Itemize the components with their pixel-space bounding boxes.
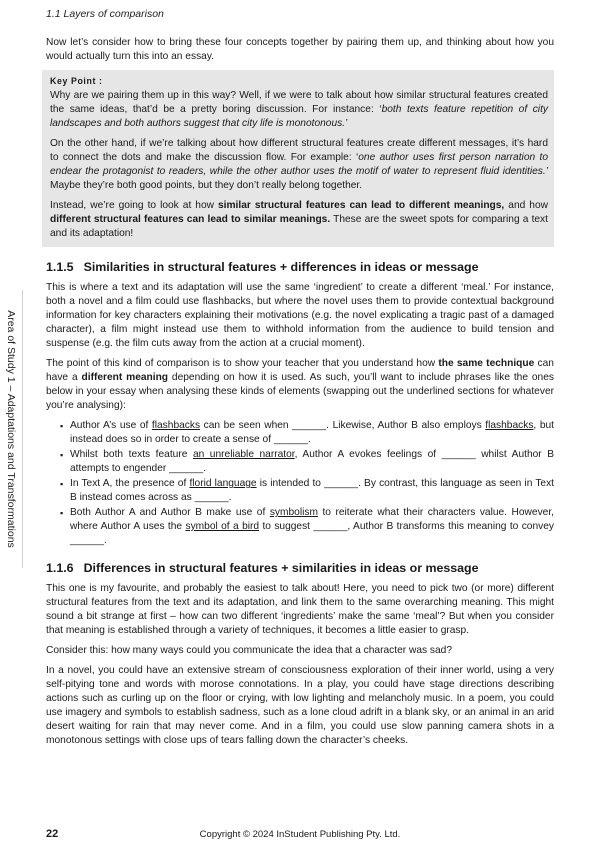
example-phrases-list xyxy=(46,419,554,548)
section-heading-116 xyxy=(46,560,554,576)
section-116-paragraph-3: In a novel, you could have an extensive stream of consciousness exploration of their inner world, using a very self-pitying tone and words with morose connotations. In a play, you could have stage directions describing actions such as curling up on the floor or crying, with low lighting and melancholy music. In a poem, you could use imagery and symbols to establish sadness, such as a lone cloud adrift in a blank sky, or an animal in an arid desert waiting for rain that may never come. And in a film, you could use slow panning camera shots in a monotonous settings with close ups of tears falling down the character’s cheeks. xyxy=(46,665,554,746)
list-item: ▪ In Text A, the presence of florid language is intended to ______. By contrast, this language as seen in Text B instead comes across as ______. xyxy=(60,477,554,505)
running-header: 1.1 Layers of comparison xyxy=(46,8,164,20)
key-point-paragraph-2: On the other hand, if we’re talking about how different structural features create different messages, it’s hard to connect the dots and make the discussion flow. For example: ‘one author uses first person narration to endear the protagonist to readers, while the other author uses the motif of water to represent fluid identities.’ Maybe they’re both good points, but they don’t really belong together. xyxy=(50,138,548,191)
side-tab xyxy=(0,290,23,568)
section-116-paragraph-2: Consider this: how many ways could you communicate the idea that a character was sad? xyxy=(46,645,453,656)
intro-paragraph: Now let’s consider how to bring these four concepts together by pairing them up, and thinking about how you would actually turn this into an essay. xyxy=(46,37,554,62)
section-title: Differences in structural features + similarities in ideas or message xyxy=(83,561,479,575)
list-item: ▪ Author A’s use of flashbacks can be seen when ______. Likewise, Author B also employs flashbacks, but instead does so in order to create a sense of ______. xyxy=(60,419,554,447)
section-number: 1.1.6 xyxy=(46,561,74,575)
side-tab-label: Area of Study 1 – Adaptations and Transformations xyxy=(5,310,17,548)
key-point-title: Key Point : xyxy=(50,76,103,86)
page-number: 22 xyxy=(46,828,59,840)
key-point-paragraph-3: Instead, we’re going to look at how similar structural features can lead to different meanings, and how different structural features can lead to similar meanings. These are the sweet spots for comparing a text and its adaptation! xyxy=(50,200,548,239)
page-content xyxy=(46,36,554,754)
section-number: 1.1.5 xyxy=(46,260,74,274)
key-point-paragraph-1: Why are we pairing them up in this way? Well, if we were to talk about how similar structural features created the same ideas, that’d be a pretty boring discussion. For instance: ‘both texts feature repetition of city landscapes and both authors suggest that city life is monotonous.’ xyxy=(50,90,548,129)
section-115-paragraph-2: The point of this kind of comparison is to show your teacher that you understand how the same technique can have a different meaning depending on how it is used. As such, you’ll want to include phrases like the ones below in your essay when analysing these kinds of elements (swapping out the underlined sections for whatever you’re analysing): xyxy=(46,358,554,411)
section-115-paragraph-1: This is where a text and its adaptation will use the same ‘ingredient’ to create a different ‘meal.’ For instance, both a novel and a film could use flashbacks, but where the novel uses them to provide contextual background information for key characters explaining their motivations (e.g. the novel explicating a tragic past of a damaged character), a film might instead use them to withhold information from the audience to build tension and suspense (e.g. the film cuts away from the action at a crucial moment). xyxy=(46,282,554,349)
key-point-box xyxy=(42,70,554,247)
section-title: Similarities in structural features + differences in ideas or message xyxy=(83,260,479,274)
copyright-notice: Copyright © 2024 InStudent Publishing Pty. Ltd. xyxy=(199,829,401,840)
list-item: ▪ Both Author A and Author B make use of symbolism to reiterate what their characters value. However, where Author A uses the symbol of a bird to suggest ______, Author B transforms this meaning to convey ______. xyxy=(60,506,554,548)
section-heading-115 xyxy=(46,259,554,275)
section-116-paragraph-1: This one is my favourite, and probably the easiest to talk about! Here, you need to pick two (or more) different structural features from the text and its adaptation, and link them to the same overarching meaning. This might sound a bit strange at first – how can two different ‘ingredients’ make the same ‘meal’? But when you consider that meaning is established through a variety of techniques, it becomes a little easier to grasp. xyxy=(46,583,554,636)
list-item: ▪ Whilst both texts feature an unreliable narrator, Author A evokes feelings of ______ whilst Author B attempts to engender ______. xyxy=(60,448,554,476)
